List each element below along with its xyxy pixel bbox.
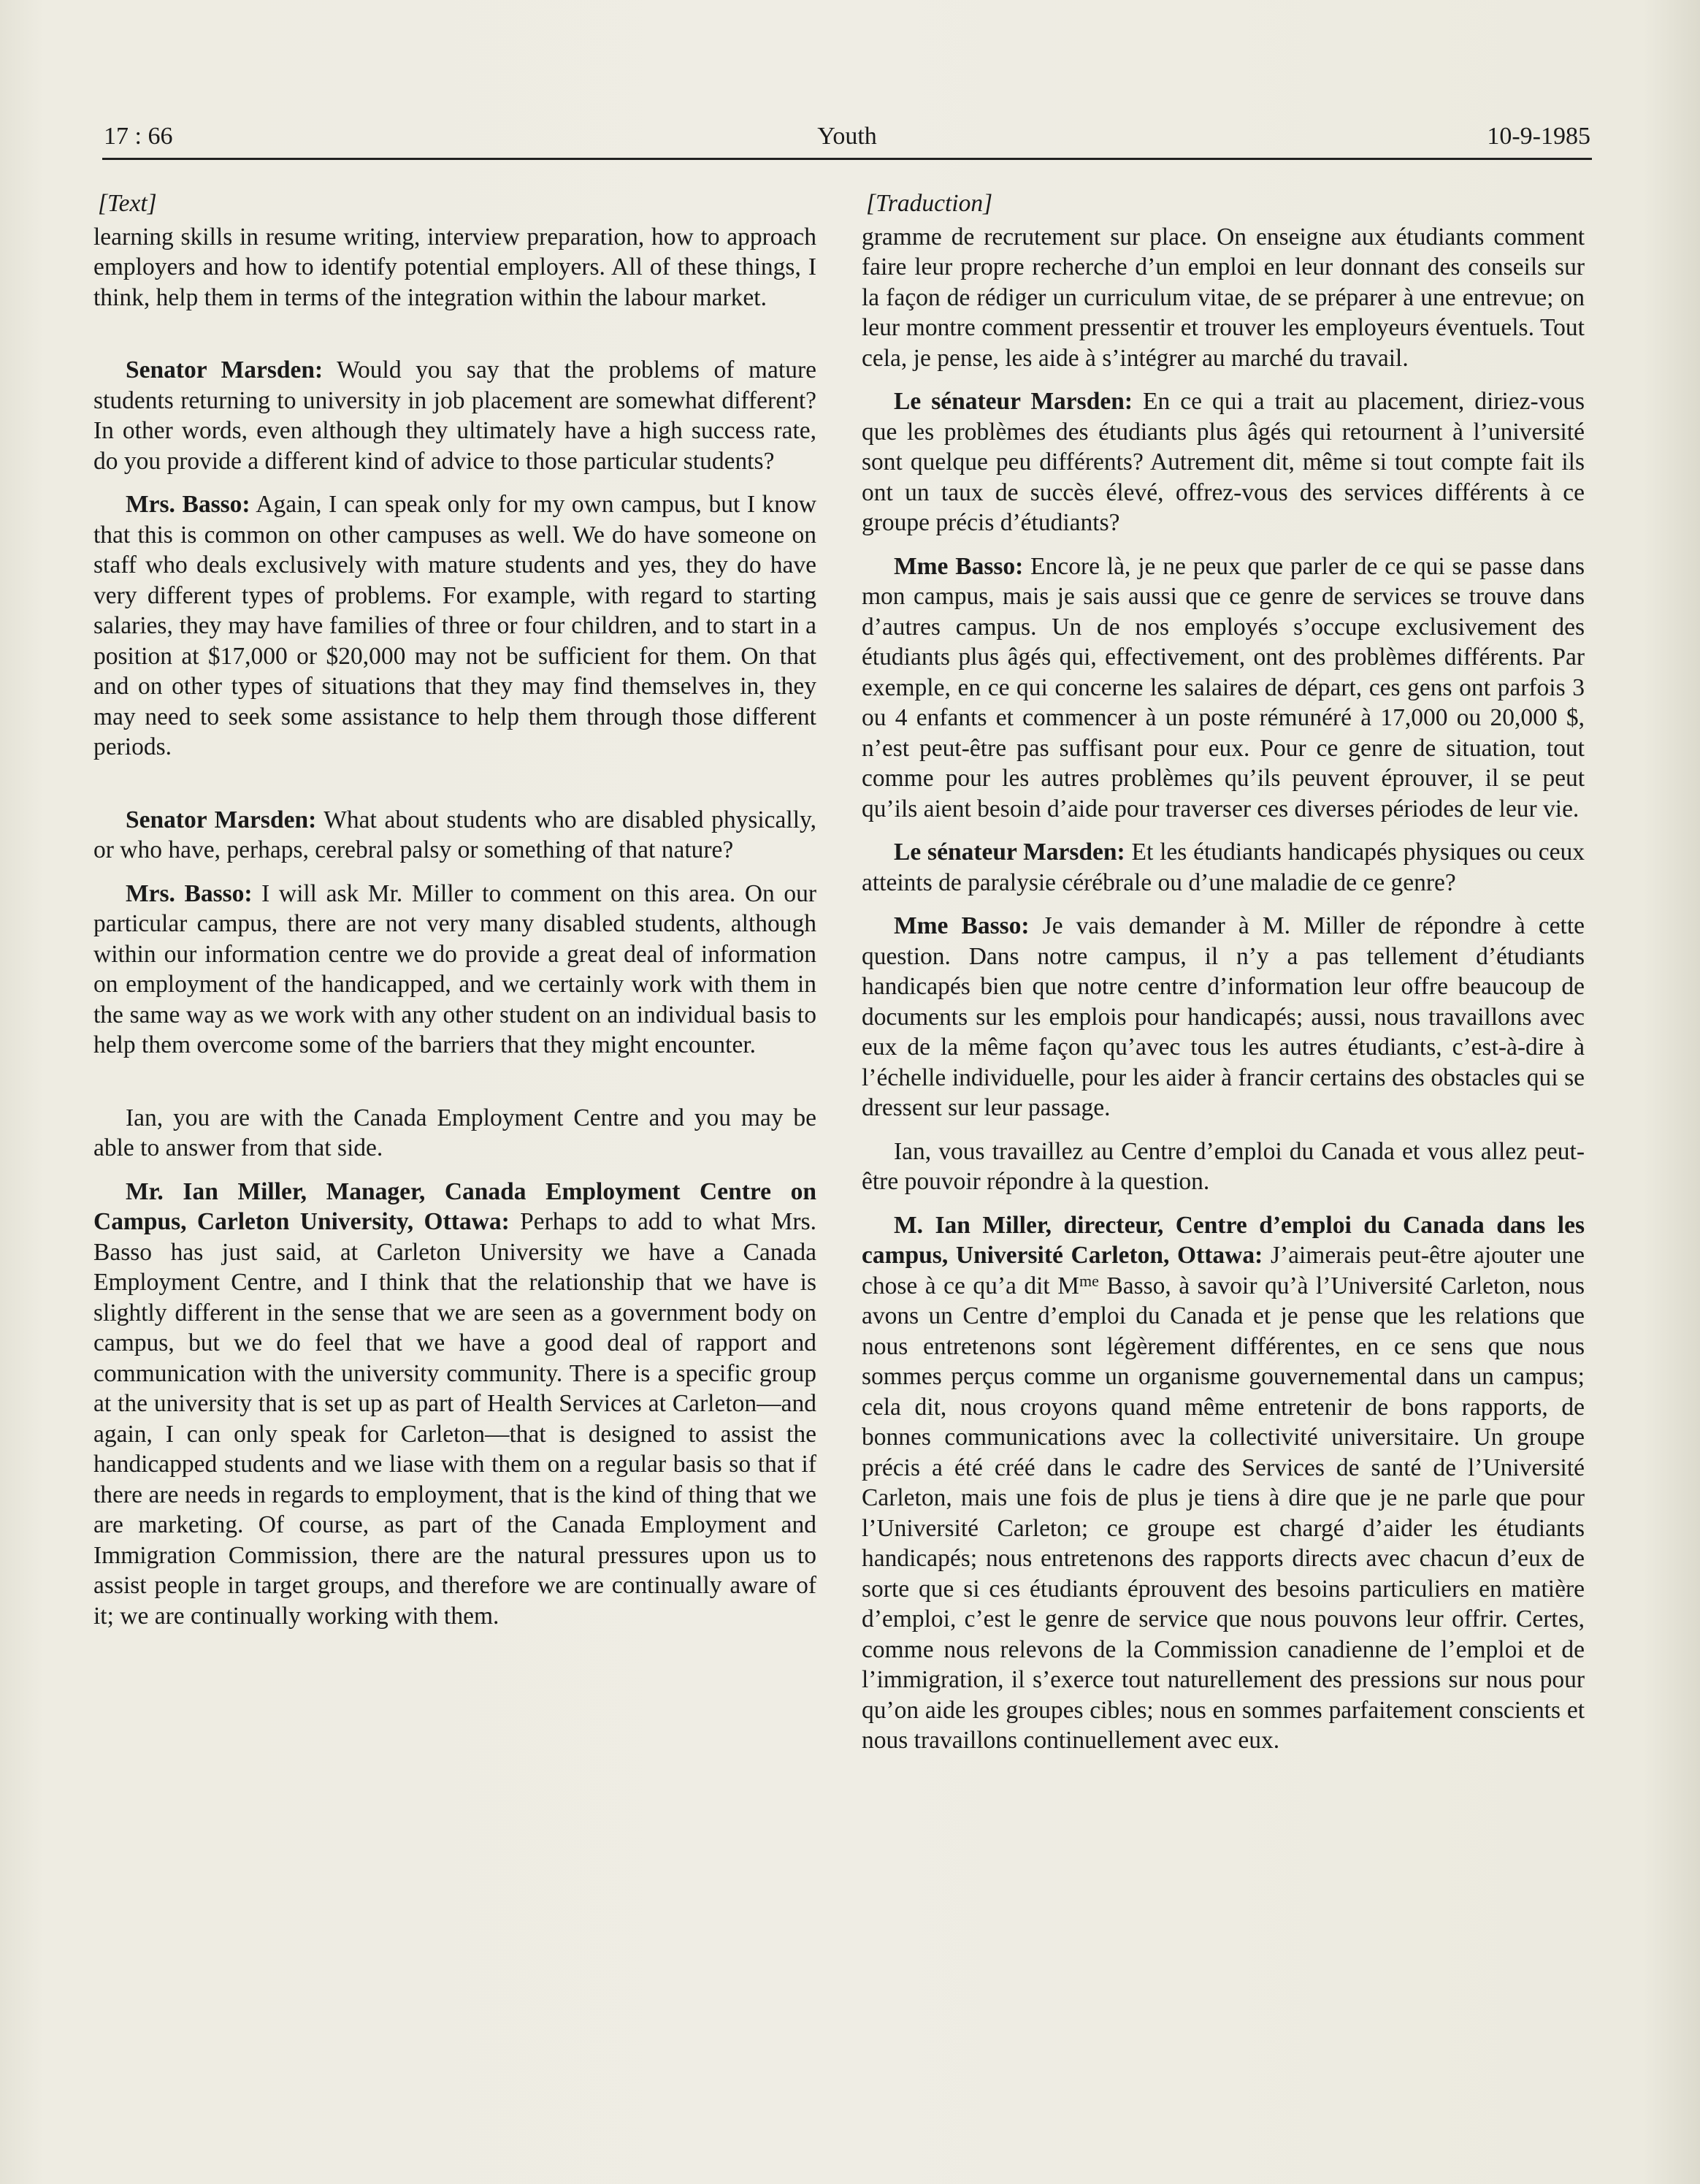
speaker-name: Le sénateur Marsden: xyxy=(894,388,1133,415)
paragraph xyxy=(93,805,816,866)
paragraph xyxy=(862,911,1585,1123)
paragraph xyxy=(862,386,1585,538)
speech-text: Again, I can speak only for my own campus, but I know that this is common on other campuses as well. We do have someone on staff who deals exclusively with mature students and yes, they do have very different types of problems. For example, with regard to starting salaries, they may have families of three or four children, and to start in a position at $17,000 or $20,000 may not be sufficient for them. On that and on other types of situations that they may find themselves in, they may need to seek some assistance to help them through those different periods. xyxy=(93,491,817,760)
speaker-name: Senator Marsden: xyxy=(126,356,323,383)
speaker-name: Mrs. Basso: xyxy=(126,879,253,907)
paragraph xyxy=(93,1177,816,1632)
speaker-name: Mme Basso: xyxy=(894,912,1030,939)
speech-text: I will ask Mr. Miller to comment on this area. On our particular campus, there are not very many disabled students, although within our information centre we do provide a great deal of information on employment of the handicapped, and we certainly work with them in the same way as we work with any other student on an individual basis to help them overcome some of the barriers that they might encounter. xyxy=(93,879,816,1058)
text-tag: [Text] xyxy=(98,190,157,217)
page-header xyxy=(102,117,1592,160)
paragraph xyxy=(862,837,1585,898)
paragraph: Ian, vous travaillez au Centre d’emploi du Canada et vous allez peut-être pouvoir répondre à la question. xyxy=(862,1137,1585,1195)
speaker-name: Mme Basso: xyxy=(894,552,1024,580)
speaker-name: Senator Marsden: xyxy=(126,806,317,833)
speech-text: Perhaps to add to what Mrs. Basso has just said, at Carleton University we have a Canada Employment Centre, and I think that the relationship that we have is slightly different in the sense that we are seen as a government body on campus, but we do feel that we have a good deal of rapport and communication with the university community. There is a specific group at the university that is set up as part of Health Services at Carleton—and again, I can only speak for Carleton—that is designed to assist the handicapped students and we liase with them on a regular basis so that if there are needs in regards to employment, that is the kind of thing that we are marketing. Of course, as part of the Canada Employment and Immigration Commission, there are the natural pressures upon us to assist people in target groups, and therefore we are continually aware of it; we are continually working with them. xyxy=(93,1208,816,1630)
paragraph xyxy=(93,355,816,476)
paragraph: Ian, you are with the Canada Employment Centre and you may be able to answer from that side. xyxy=(93,1104,816,1161)
paragraph xyxy=(93,879,816,1061)
superscript: me xyxy=(1079,1271,1099,1290)
speech-text: Would you say that the problems of mature students returning to university in job placement are somewhat different? In other words, even although they ultimately have a high success rate, do you provide a different kind of advice to those particular students? xyxy=(93,356,816,475)
speaker-name: M. Ian Miller, directeur, Centre d’emploi du Canada dans les campus, Université Carleton, Ottawa: xyxy=(862,1211,1585,1269)
paragraph xyxy=(862,551,1585,825)
french-column xyxy=(862,188,1585,1756)
speech-text: En ce qui a trait au placement, diriez-vous que les problèmes des étudiants plus âgés qui retournent à l’université sont quelque peu différents? Autrement dit, même si tout compte fait ils ont un taux de succès élevé, offrez-vous des services différents à ce groupe précis d’étudiants? xyxy=(862,388,1585,536)
translation-tag: [Traduction] xyxy=(866,190,993,217)
paragraph xyxy=(862,1210,1585,1756)
speaker-name: Mr. Ian Miller, Manager, Canada Employment Centre on Campus, Carleton University, Ottawa: xyxy=(93,1177,816,1235)
speech-text: Encore là, je ne peux que parler de ce qui se passe dans mon campus, mais je sais aussi que ce genre de services se trouve dans d’autres campus. Un de nos employés s’occupe exclusivement des étudiants plus âgés qui, effectivement, ont des problèmes différents. Par exemple, en ce qui concerne les salaires de départ, ces gens ont parfois 3 ou 4 enfants et commencer à un poste rémunéré à 17,000 ou 20,000 $, n’est peut-être pas suffisant pour eux. Pour ce genre de situation, tout comme pour les autres problèmes qu’ils peuvent éprouver, il se peut qu’ils aient besoin d’aide pour traverser ces diverses périodes de leur vie. xyxy=(862,552,1585,822)
speech-text: What about students who are disabled physically, or who have, perhaps, cerebral palsy or something of that nature? xyxy=(93,806,816,863)
speech-text: Je vais demander à M. Miller de répondre à cette question. Dans notre campus, il n’y a pas tellement d’étudiants handicapés bien que notre centre d’information leur offre beaucoup de documents sur les emplois pour handicapés; aussi, nous travaillons avec eux de la même façon qu’avec tous les autres étudiants, c’est-à-dire à l’échelle individuelle, pour les aider à francir certains des obstacles qui se dressent sur leur passage. xyxy=(862,912,1585,1121)
speech-text: J’aimerais peut-être ajouter une chose à ce qu’a dit M xyxy=(862,1242,1585,1299)
speaker-name: Le sénateur Marsden: xyxy=(894,839,1125,866)
running-title: Youth xyxy=(817,123,877,150)
page-number: 17 : 66 xyxy=(104,123,173,150)
speech-text: Et les étudiants handicapés physiques ou ceux atteints de paralysie cérébrale ou d’une maladie de ce genre? xyxy=(862,839,1585,896)
speaker-name: Mrs. Basso: xyxy=(126,491,250,518)
speech-text: Basso, à savoir qu’à l’Université Carleton, nous avons un Centre d’emploi du Canada et je pense que les relations que nous entretenons sont légèrement différentes, en ce sens que nous sommes perçus comme un organisme gouvernemental dans un campus; cela dit, nous croyons quand même entretenir de bons rapports, de bonnes communications avec la collectivité universitaire. Un groupe précis a été créé dans le cadre des Services de santé de l’Université Carleton, mais une fois de plus je tiens à dire que je ne parle que pour l’Université Carleton; ce groupe est chargé d’aider les étudiants handicapés; nous entretenons des rapports directs avec chacun d’eux de sorte que si ces étudiants éprouvent des besoins particuliers en matière d’emploi, c’est le genre de service que nous pouvons leur offrir. Certes, comme nous relevons de la Commission canadienne de l’emploi et de l’immigration, il s’exerce tout naturellement des pressions sur nous pour qu’on aide les groupes cibles; nous en sommes parfaitement conscients et nous travaillons continuellement avec eux. xyxy=(862,1272,1585,1754)
english-column xyxy=(93,188,816,1631)
paragraph: learning skills in resume writing, interview preparation, how to approach employers and how to identify potential employers. All of these things, I think, help them in terms of the integration within the labour market. xyxy=(93,223,816,311)
paragraph: gramme de recrutement sur place. On enseigne aux étudiants comment faire leur propre recherche d’un emploi en leur donnant des conseils sur la façon de rédiger un curriculum vitae, de se préparer à une entrevue; on leur montre comment pressentir et trouver les employeurs éventuels. Tout cela, je pense, les aide à s’intégrer au marché du travail. xyxy=(862,223,1585,372)
header-date: 10-9-1985 xyxy=(1487,123,1590,150)
paragraph xyxy=(93,489,816,763)
